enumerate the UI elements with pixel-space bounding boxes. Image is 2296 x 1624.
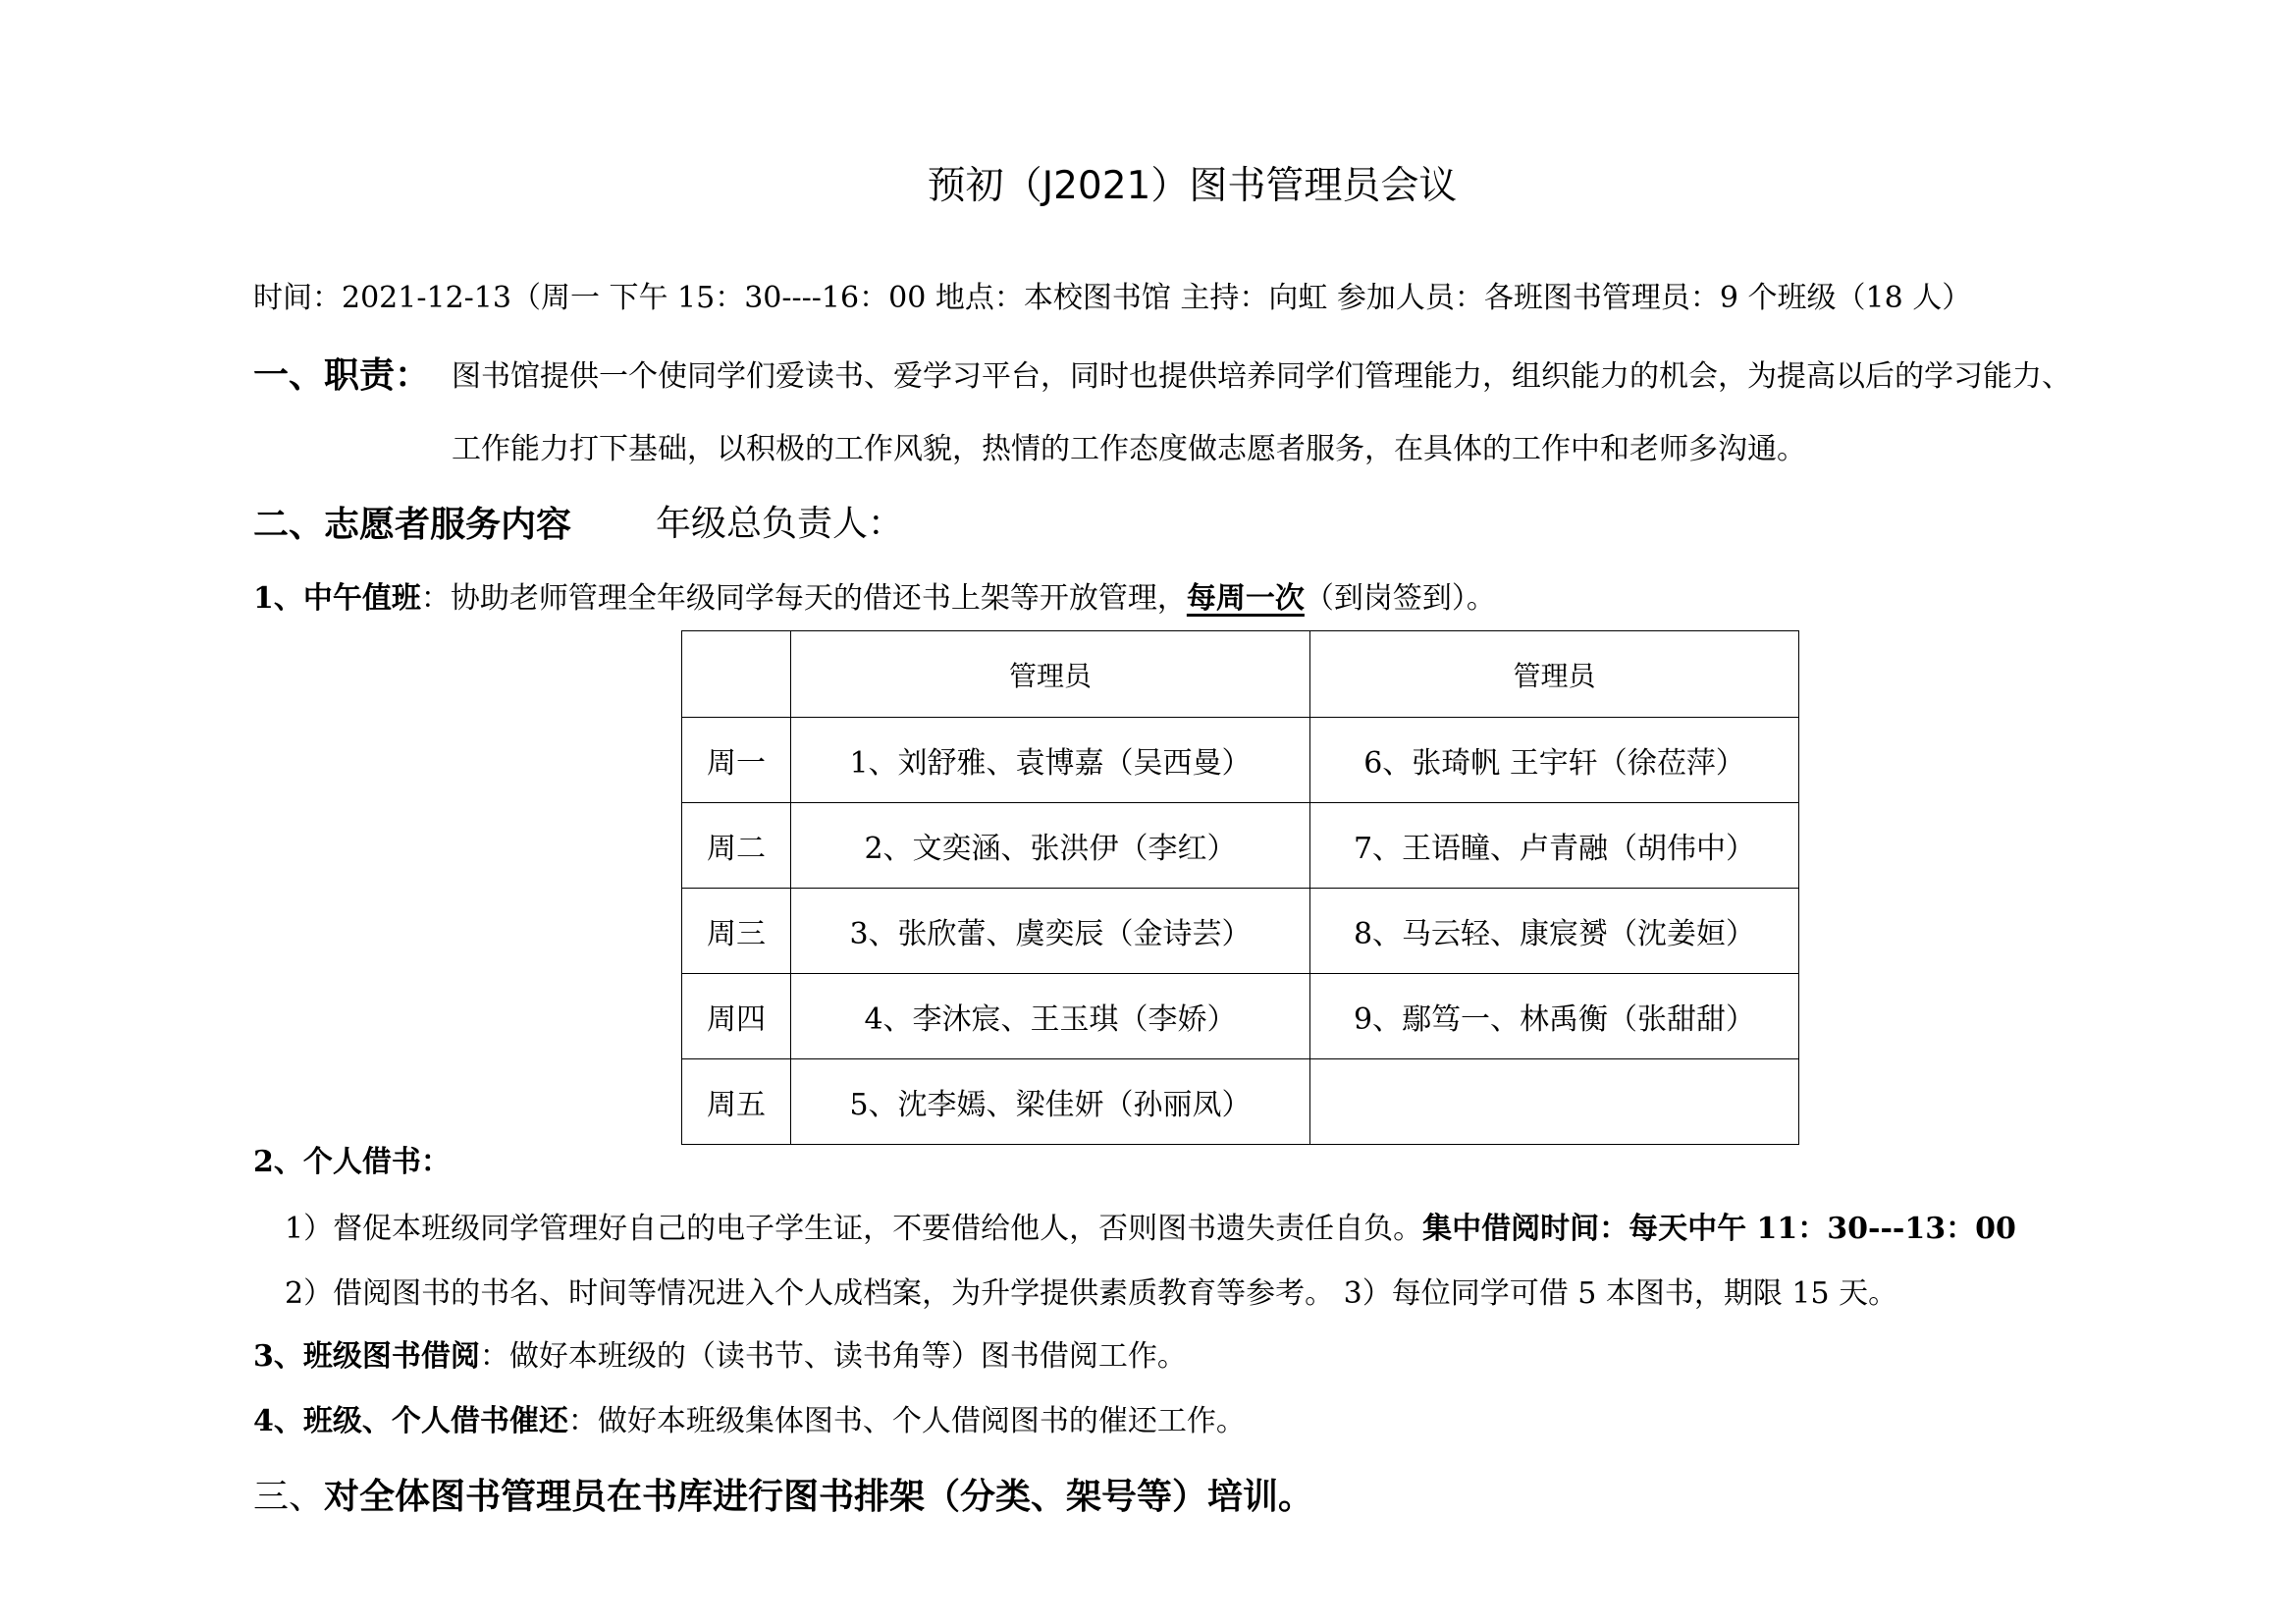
table-row: [682, 974, 1799, 1059]
librarian-cell: 5、沈李嫣、梁佳妍（孙丽凤）: [791, 1059, 1310, 1145]
item2-label: 2、个人借书：: [253, 1145, 451, 1179]
section1-text-line1: 图书馆提供一个使同学们爱读书、爱学习平台，同时也提供培养同学们管理能力，组织能力的机会，为提高以后的学习能力、: [452, 359, 2071, 394]
section3-text: 对全体图书管理员在书库进行图书排架（分类、架号等）培训。: [324, 1476, 1314, 1517]
table-row: [682, 718, 1799, 803]
section1-heading: [253, 353, 430, 398]
section2-label: 二、志愿者服务内容: [253, 504, 572, 545]
item3-text: ：做好本班级的（读书节、读书角等）图书借阅工作。: [479, 1339, 1187, 1374]
item4-label: 4、班级、个人借书催还: [253, 1404, 568, 1438]
librarian-cell: 7、王语瞳、卢青融（胡伟中）: [1310, 803, 1799, 889]
librarian-cell: 9、鄢笃一、林禹衡（张甜甜）: [1310, 974, 1799, 1059]
duty-table: [681, 630, 1799, 1145]
item1-emphasis: 每周一次: [1186, 581, 1305, 616]
section1-label: 一、职责：: [253, 354, 431, 396]
weekday-cell: 周五: [682, 1059, 791, 1145]
item4-text: ：做好本班级集体图书、个人借阅图书的催还工作。: [567, 1404, 1246, 1438]
header-cell: 管理员: [1310, 631, 1799, 718]
grade-lead: 年级总负责人：: [656, 504, 904, 544]
weekday-cell: 周三: [682, 889, 791, 974]
librarian-cell: 1、刘舒雅、袁博嘉（吴西曼）: [791, 718, 1310, 803]
header-cell: [682, 631, 791, 718]
section2-heading: [253, 503, 571, 547]
table-row: [682, 1059, 1799, 1145]
item2-sub1: [285, 1210, 2016, 1249]
item2-sub1-bold: 集中借阅时间：每天中午 11：30---13：00: [1422, 1212, 2016, 1246]
meeting-info: 时间：2021-12-13（周一 下午 15：30----16：00 地点：本校图书馆 主持：向虹 参加人员：各班图书管理员：9 个班级（18 人）: [253, 281, 1972, 315]
table-row: [682, 889, 1799, 974]
section3: [253, 1475, 1313, 1519]
item1-text-b: （到岗签到）。: [1304, 581, 1496, 616]
section3-prefix: 三、: [253, 1477, 325, 1517]
item3-label: 3、班级图书借阅: [253, 1339, 480, 1374]
librarian-cell: 4、李沐宸、王玉琪（李娇）: [791, 974, 1310, 1059]
librarian-cell: [1310, 1059, 1799, 1145]
table-row: [682, 803, 1799, 889]
page-title: 预初（J2021）图书管理员会议: [927, 164, 1458, 208]
weekday-cell: 周二: [682, 803, 791, 889]
librarian-cell: 3、张欣蕾、虞奕辰（金诗芸）: [791, 889, 1310, 974]
librarian-cell: 2、文奕涵、张洪伊（李红）: [791, 803, 1310, 889]
item2-sub1-text: 1）督促本班级同学管理好自己的电子学生证，不要借给他人，否则图书遗失责任自负。: [285, 1212, 1423, 1246]
item4: [253, 1402, 1246, 1441]
table-header-row: [682, 631, 1799, 718]
weekday-cell: 周一: [682, 718, 791, 803]
item2-sub2: 2）借阅图书的书名、时间等情况进入个人成档案，为升学提供素质教育等参考。 3）每位同学可借 5 本图书，期限 15 天。: [285, 1276, 1898, 1311]
item1: [253, 579, 1496, 619]
header-cell: 管理员: [791, 631, 1310, 718]
item1-text-a: ：协助老师管理全年级同学每天的借还书上架等开放管理，: [420, 581, 1187, 616]
weekday-cell: 周四: [682, 974, 791, 1059]
item1-label: 1、中午值班: [253, 581, 421, 616]
librarian-cell: 8、马云轻、康宸赟（沈姜姮）: [1310, 889, 1799, 974]
librarian-cell: 6、张琦帆 王宇轩（徐莅萍）: [1310, 718, 1799, 803]
item3: [253, 1337, 1187, 1377]
section1-text-line2: 工作能力打下基础，以积极的工作风貌，热情的工作态度做志愿者服务，在具体的工作中和老师多沟通。: [452, 432, 1806, 466]
